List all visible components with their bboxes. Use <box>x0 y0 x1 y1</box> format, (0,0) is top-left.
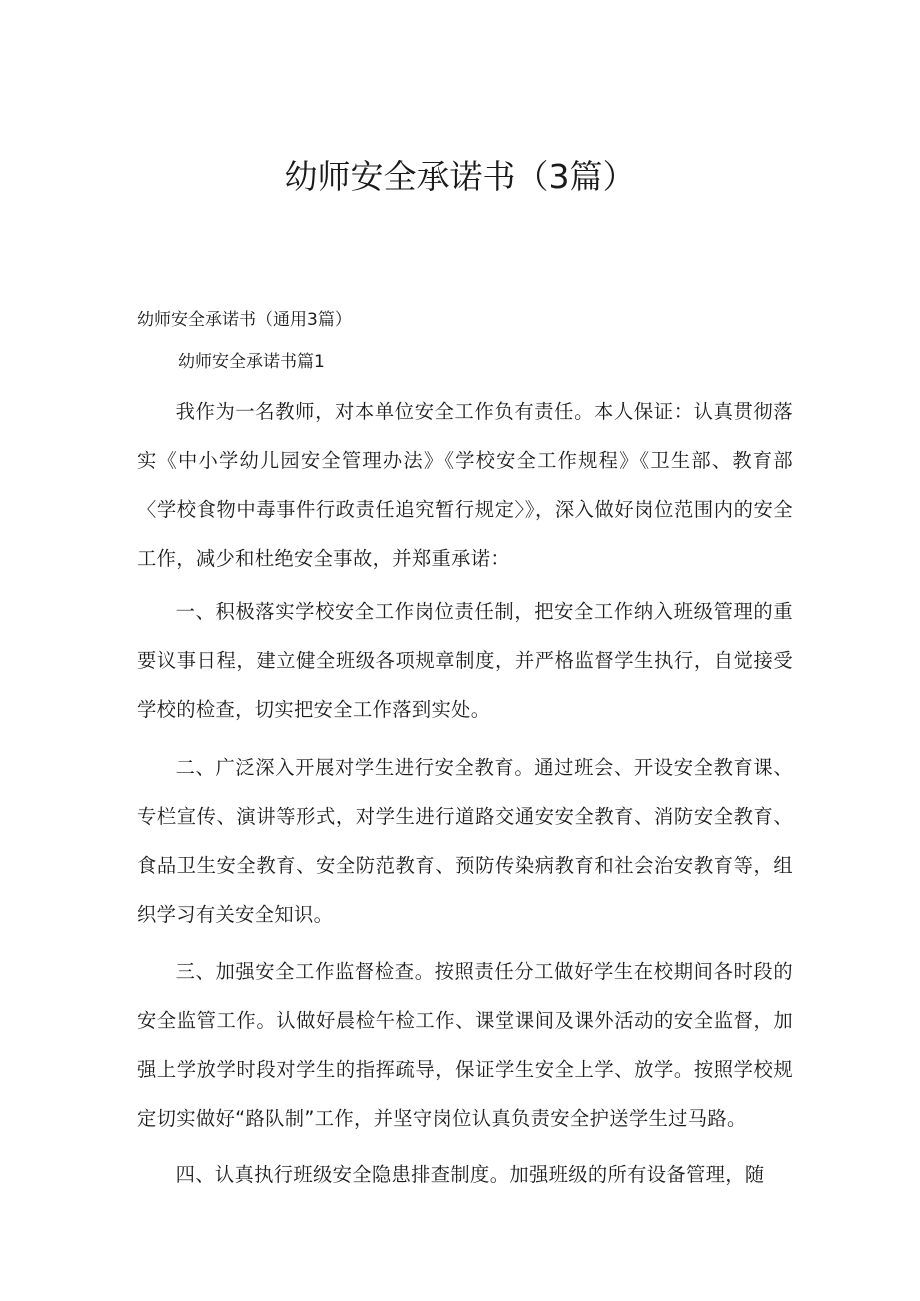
section-heading: 幼师安全承诺书篇1 <box>178 352 325 372</box>
paragraph-intro: 我作为一名教师，对本单位安全工作负有责任。本人保证：认真贯彻落实《中小学幼儿园安全管理办法》《学校安全工作规程》《卫生部、教育部〈学校食物中毒事件行政责任追究暂行规定〉》，深入做好岗位范围内的安全工作，减少和杜绝安全事故，并郑重承诺： <box>137 400 793 570</box>
document-title: 幼师安全承诺书（3篇） <box>284 157 636 196</box>
document-body <box>137 299 793 1199</box>
paragraph-item-3: 三、加强安全工作监督检查。按照责任分工做好学生在校期间各时段的安全监管工作。认做好晨检午检工作、课堂课间及课外活动的安全监督，加强上学放学时段对学生的指挥疏导，保证学生安全上学、放学。按照学校规定切实做好“路队制”工作，并坚守岗位认真负责安全护送学生过马路。 <box>137 960 793 1130</box>
paragraph-item-2: 二、广泛深入开展对学生进行安全教育。通过班会、开设安全教育课、专栏宣传、演讲等形式，对学生进行道路交通安安全教育、消防安全教育、食品卫生安全教育、安全防范教育、预防传染病教育和社会治安教育等，组织学习有关安全知识。 <box>137 756 793 926</box>
paragraph-item-1: 一、积极落实学校安全工作岗位责任制，把安全工作纳入班级管理的重要议事日程，建立健全班级各项规章制度，并严格监督学生执行，自觉接受学校的检查，切实把安全工作落到实处。 <box>137 600 793 721</box>
document-subtitle: 幼师安全承诺书（通用3篇） <box>137 310 352 330</box>
paragraph-item-4: 四、认真执行班级安全隐患排查制度。加强班级的所有设备管理，随 <box>175 1163 765 1186</box>
